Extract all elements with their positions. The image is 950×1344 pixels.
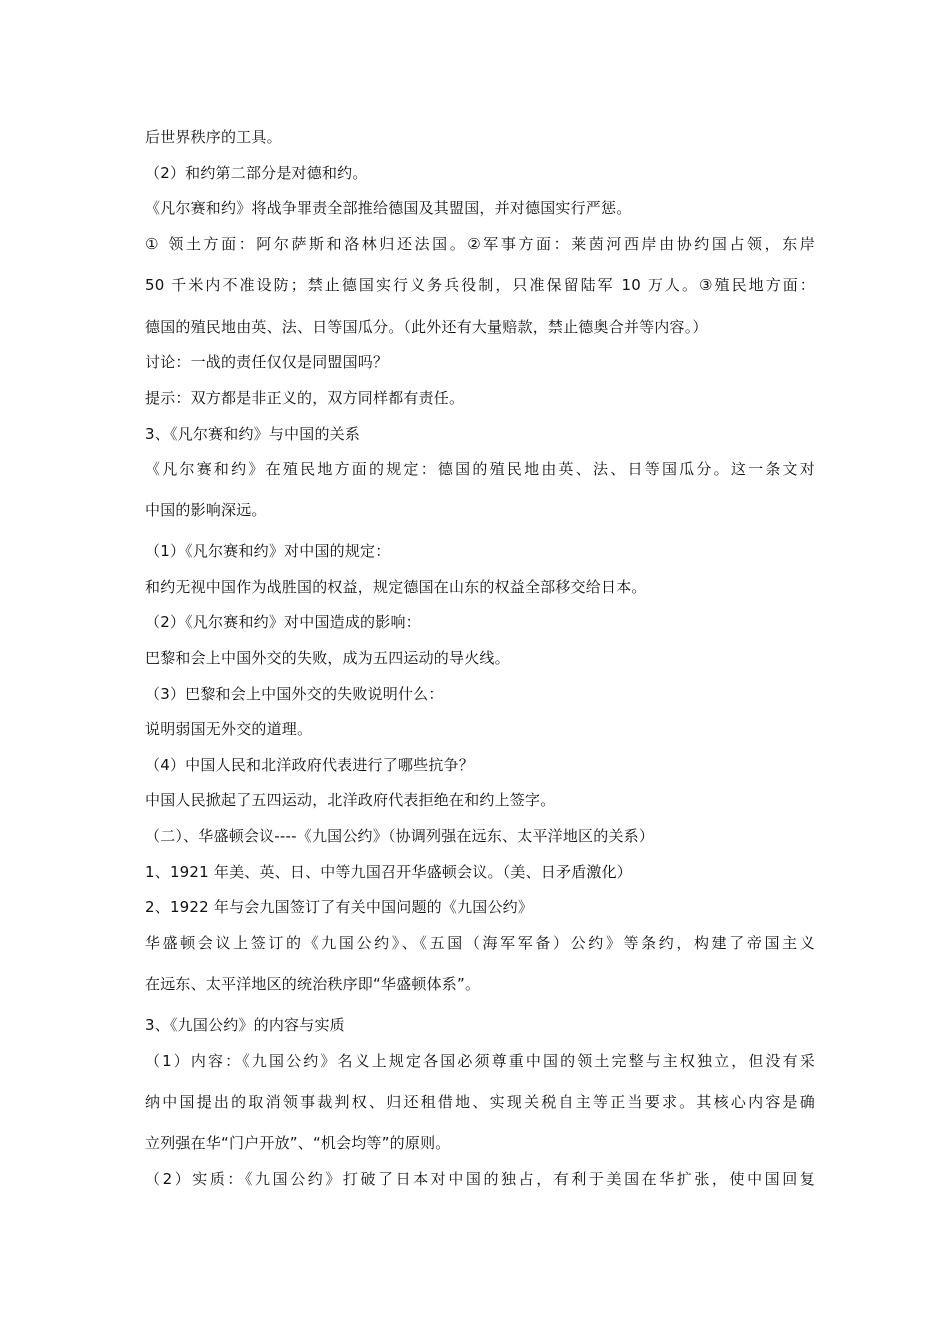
text-line: 提示：双方都是非正义的，双方同样都有责任。	[145, 389, 465, 407]
text-line: 纳中国提出的取消领事裁判权、归还租借地、实现关税自主等正当要求。其核心内容是确	[145, 1093, 815, 1111]
text-line: 在远东、太平洋地区的统治秩序即“华盛顿体系”。	[145, 975, 481, 993]
text-line: 中国的影响深远。	[145, 501, 267, 519]
text-line: 2、1922 年与会九国签订了有关中国问题的《九国公约》	[145, 898, 534, 916]
text-line: （1）内容：《九国公约》名义上规定各国必须尊重中国的领土完整与主权独立，但没有采	[145, 1052, 815, 1070]
section-heading: 3、《凡尔赛和约》与中国的关系	[145, 425, 361, 443]
text-line: （2）和约第二部分是对德和约。	[145, 164, 368, 182]
text-line: 中国人民掀起了五四运动，北洋政府代表拒绝在和约上签字。	[145, 791, 556, 809]
text-line: （4）中国人民和北洋政府代表进行了哪些抗争？	[145, 756, 474, 774]
text-line: 巴黎和会上中国外交的失败，成为五四运动的导火线。	[145, 649, 510, 667]
text-line: 《凡尔赛和约》将战争罪责全部推给德国及其盟国，并对德国实行严惩。	[145, 199, 632, 217]
text-line: （3）巴黎和会上中国外交的失败说明什么：	[145, 685, 444, 703]
text-line: （2）实质：《九国公约》打破了日本对中国的独占，有利于美国在华扩张，使中国回复	[145, 1170, 815, 1188]
text-line: 1、1921 年美、英、日、中等九国召开华盛顿会议。（美、日矛盾激化）	[145, 863, 632, 881]
text-line: 华盛顿会议上签订的《九国公约》、《五国（海军军备）公约》等条约，构建了帝国主义	[145, 934, 815, 952]
text-line: 德国的殖民地由英、法、日等国瓜分。（此外还有大量赔款，禁止德奥合并等内容。）	[145, 318, 708, 336]
text-line: 讨论：一战的责任仅仅是同盟国吗？	[145, 353, 389, 371]
text-line: （2）《凡尔赛和约》对中国造成的影响：	[145, 613, 421, 631]
text-line: 和约无视中国作为战胜国的权益，规定德国在山东的权益全部移交给日本。	[145, 578, 647, 596]
section-heading: 3、《九国公约》的内容与实质	[145, 1016, 345, 1034]
text-line: （1）《凡尔赛和约》对中国的规定：	[145, 542, 391, 560]
text-line: ① 领土方面：阿尔萨斯和洛林归还法国。②军事方面：莱茵河西岸由协约国占领，东岸	[145, 235, 815, 253]
text-line: 50 千米内不准设防；禁止德国实行义务兵役制，只准保留陆军 10 万人。③殖民地方面：	[145, 276, 815, 294]
section-heading: （二）、华盛顿会议----《九国公约》（协调列强在远东、太平洋地区的关系）	[145, 827, 655, 845]
text-line: 后世界秩序的工具。	[145, 128, 282, 146]
text-line: 立列强在华“门户开放”、“机会均等”的原则。	[145, 1134, 451, 1152]
text-line: 说明弱国无外交的道理。	[145, 720, 313, 738]
text-line: 《凡尔赛和约》在殖民地方面的规定：德国的殖民地由英、法、日等国瓜分。这一条文对	[145, 460, 815, 478]
